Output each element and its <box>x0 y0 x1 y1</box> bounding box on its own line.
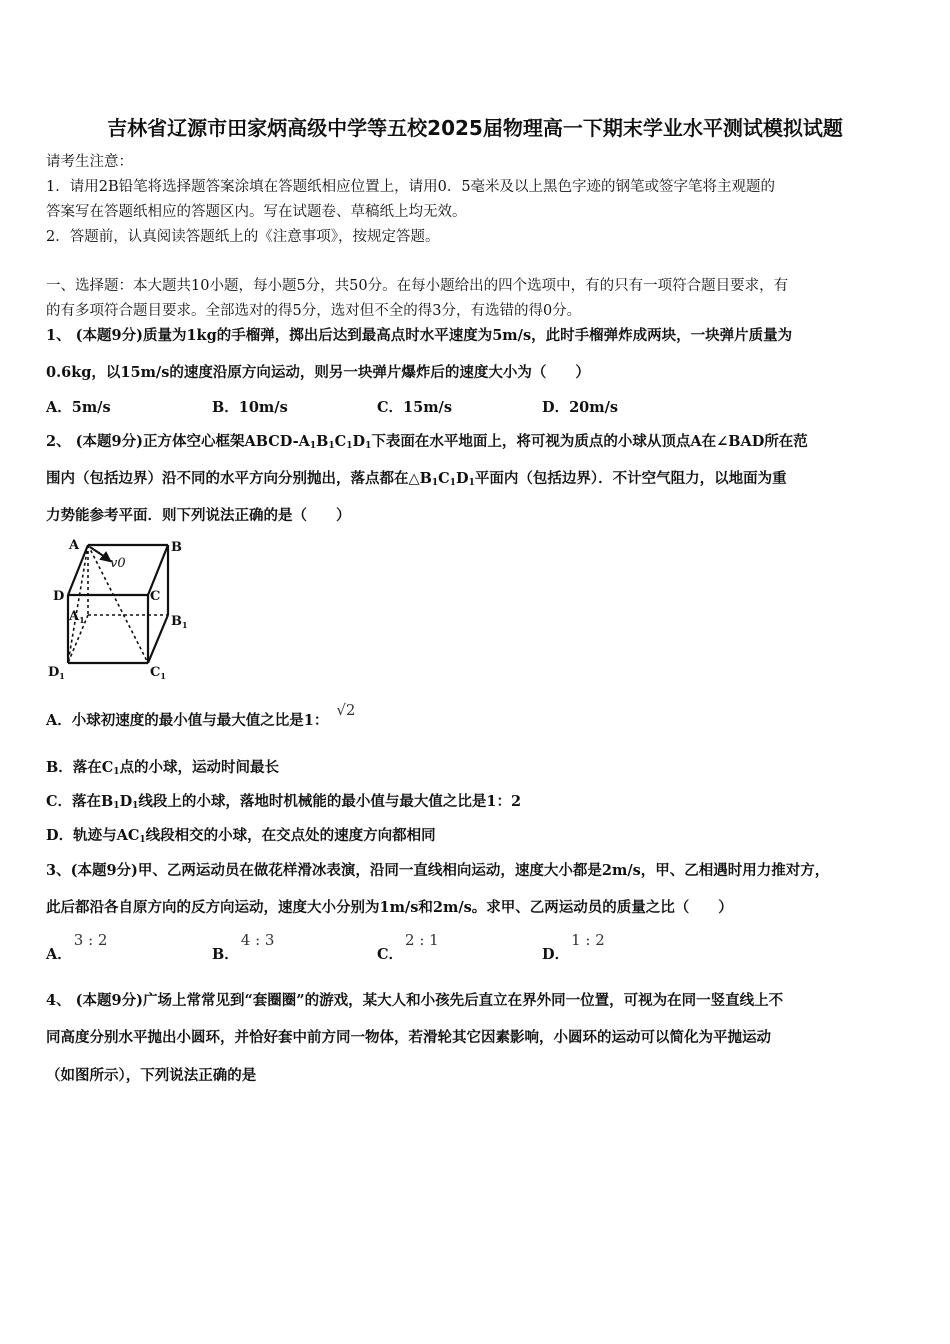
q4-line-1: 4、 (本题9分)广场上常常见到“套圈圈”的游戏，某大人和小孩先后直立在界外同一位置，可视为在同一竖直线上不 <box>46 992 784 1009</box>
q1-line-2: 0.6kg，以15m/s的速度沿原方向运动，则另一块弹片爆炸后的速度大小为（ ） <box>46 364 590 381</box>
q2-option-b: B．落在$C_1$点的小球，运动时间最长 <box>46 759 280 777</box>
q4-line-2: 同高度分别水平抛出小圆环，并恰好套中前方同一物体，若滑轮其它因素影响，小圆环的运动可以简化为平抛运动 <box>46 1029 771 1046</box>
notice-line-3: 2．答题前，认真阅读答题纸上的《注意事项》，按规定答题。 <box>46 229 440 245</box>
fig-label-d1: $D_1$ <box>48 665 65 681</box>
notice-line-1: 1．请用2B铅笔将选择题答案涂填在答题纸相应位置上，请用0．5毫米及以上黑色字迹的钢笔或签字笔将主观题的 <box>46 179 776 195</box>
q1-option-a: A．5m/s <box>46 399 111 416</box>
fig-label-d: D <box>53 589 65 604</box>
notice-line-2: 答案写在答题纸相应的答题区内。写在试题卷、草稿纸上均无效。 <box>46 204 467 220</box>
sqrt-two: √2 <box>336 701 356 719</box>
fig-label-a: A <box>69 538 80 553</box>
q3-line-2: 此后都沿各自原方向的反方向运动，速度大小分别为1m/s和2m/s。求甲、乙两运动员的质量之比（ ） <box>46 899 733 916</box>
notice-heading: 请考生注意： <box>46 154 133 170</box>
section-intro-line-2: 的有多项符合题目要求。全部选对的得5分，选对但不全的得3分，有选错的得0分。 <box>46 303 582 319</box>
page-title: 吉林省辽源市田家炳高级中学等五校2025届物理高一下期末学业水平测试模拟试题 <box>107 116 843 140</box>
fig-label-v0: v0 <box>110 556 126 571</box>
q2-option-a: A．小球初速度的最小值与最大值之比是1：√2 <box>46 701 356 729</box>
section-intro-line-1: 一、选择题：本大题共10小题，每小题5分，共50分。在每小题给出的四个选项中，有的只有一项符合题目要求，有 <box>46 278 789 294</box>
q2-line-1: 2、 (本题9分)正方体空心框架ABCD-$A_1B_1C_1D_1$下表面在水平地面上，将可视为质点的小球从顶点A在∠BAD所在范 <box>46 433 808 451</box>
fig-label-b: B <box>171 540 182 555</box>
q3-option-b: B．4 : 3 <box>212 931 275 963</box>
q3-line-1: 3、(本题9分)甲、乙两运动员在做花样滑冰表演，沿同一直线相向运动，速度大小都是2m/s，甲、乙相遇时用力推对方， <box>46 862 830 879</box>
q1-option-b: B．10m/s <box>212 399 288 416</box>
q2-line-3: 力势能参考平面．则下列说法正确的是（ ） <box>46 507 351 524</box>
q2-line-2: 围内（包括边界）沿不同的水平方向分别抛出，落点都在$\triangle B_1C_1D_1$平面内（包括边界）．不计空气阻力，以地面为重 <box>46 470 787 488</box>
q4-line-3: （如图所示），下列说法正确的是 <box>46 1067 257 1084</box>
fig-label-b1: $B_1$ <box>171 614 188 630</box>
q1-option-c: C．15m/s <box>377 399 453 416</box>
fig-label-c: C <box>150 589 161 604</box>
fig-label-a1: $A_1$ <box>69 609 85 625</box>
q2-option-d: D．轨迹与$AC_1$线段相交的小球，在交点处的速度方向都相同 <box>46 827 436 845</box>
q1-line-1: 1、 (本题9分)质量为1kg的手榴弹，掷出后达到最高点时水平速度为5m/s，此时手榴弹炸成两块，一块弹片质量为 <box>46 327 793 344</box>
q1-option-d: D．20m/s <box>542 399 619 416</box>
cube-frame-figure <box>46 533 196 683</box>
q2-option-c: C．落在$B_1D_1$线段上的小球，落地时机械能的最小值与最大值之比是1：2 <box>46 793 522 811</box>
q3-option-c: C．2 : 1 <box>377 931 439 963</box>
q3-option-a: A．3 : 2 <box>46 931 108 963</box>
fig-label-c1: $C_1$ <box>150 665 166 681</box>
q3-option-d: D．1 : 2 <box>542 931 605 963</box>
